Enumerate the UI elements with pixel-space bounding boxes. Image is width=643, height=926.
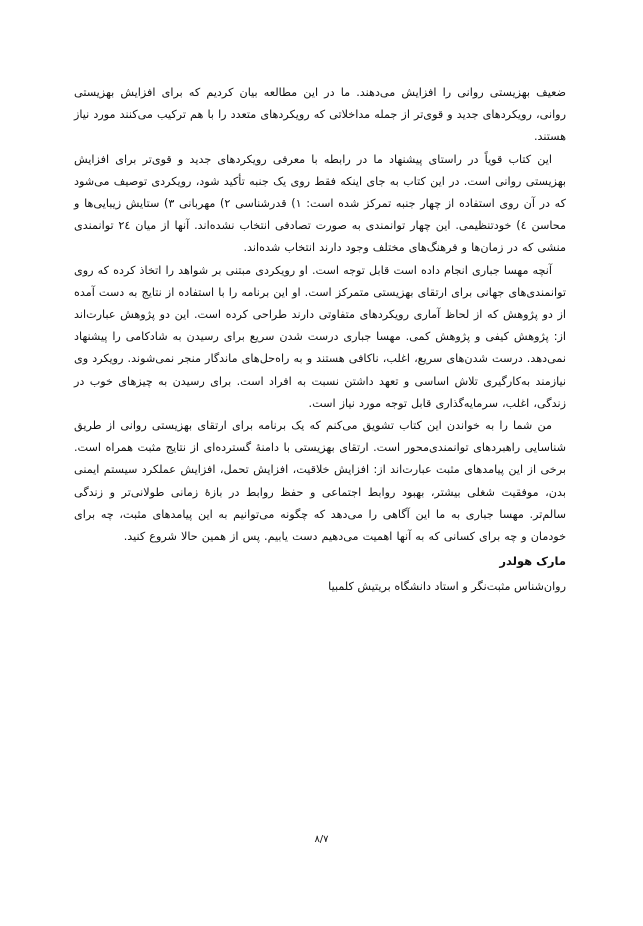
page-number: ۸/۷	[314, 834, 329, 845]
paragraph-4: من شما را به خواندن این کتاب تشویق می‌کنم که یک برنامه برای ارتقای بهزیستی روانی از طریق شناسایی راهبردهای توانمندی‌محور است. ارتقای بهزیستی با دامنهٔ گسترده‌ای از نتایج مثبت همراه است. برخی از این پیامدهای مثبت عبارت‌اند از: افزایش خلاقیت، افزایش تحمل، افزایش عملکرد سیستم ایمنی بدن، موفقیت شغلی بیشتر، بهبود روابط اجتماعی و حفظ روابط در بازهٔ زمانی طولانی‌تر و زندگی سالم‌تر. مهسا جباری به ما این آگاهی را می‌دهد که چگونه می‌توانیم به این پیامدهای مثبت، چه برای خودمان و چه برای کسانی که به آنها اهمیت می‌دهیم دست یابیم. پس از همین حالا شروع کنید.	[74, 419, 566, 544]
paragraph-2: این کتاب قویاً در راستای پیشنهاد ما در رابطه با معرفی رویکردهای جدید و قوی‌تر برای افزایش بهزیستی روانی است. در این کتاب به جای اینکه فقط روی یک جنبه تأکید شود، رویکردی توصیف می‌شود که در آن روی استفاده از چهار جنبه تمرکز شده است: ۱) قدرشناسی ۲) مهربانی ۳) ستایش زیبایی‌ها و محاسن ٤) خودتنظیمی. این چهار توانمندی به صورت تصادفی انتخاب نشده‌اند. آنها از میان ٢٤ توانمندی منشی که در زمان‌ها و فرهنگ‌های مختلف وجود دارند انتخاب شده‌اند.	[74, 152, 566, 255]
author-name: مارک هولدر	[499, 554, 566, 569]
paragraph-1: ضعیف بهزیستی روانی را افزایش می‌دهند. ما در این مطالعه بیان کردیم که برای افزایش بهزیستی روانی، رویکردهای جدید و قوی‌تر از جمله مداخلاتی که رویکردهای متعدد را با هم ترکیب می‌کنند مورد نیاز هستند.	[74, 86, 566, 144]
paragraph-3: آنچه مهسا جباری انجام داده است قابل توجه است. او رویکردی مبتنی بر شواهد را اتخاذ کرده که روی توانمندی‌های جهانی برای ارتقای بهزیستی متمرکز است. او این برنامه را با استفاده از نتایج به دست آمده از دو پژوهش که از لحاظ آماری رویکردهای متفاوتی دارند طراحی کرده است. این دو پژوهش عبارت‌اند از: پژوهش کیفی و پژوهش کمی. مهسا جباری درست شدن سریع برای رسیدن به شادکامی را پیشنهاد نمی‌دهد. درست شدن‌های سریع، اغلب، ناکافی هستند و به راه‌حل‌های ماندگار منجر نمی‌شوند. رویکرد وی نیازمند به‌کارگیری تلاش اساسی و تعهد داشتن نسبت به افراد است. برای رسیدن به چیزهای خوب در زندگی، اغلب، سرمایه‌گذاری قابل توجه مورد نیاز است.	[74, 263, 566, 410]
author-title: روان‌شناس مثبت‌نگر و استاد دانشگاه بریتیش کلمبیا	[328, 580, 566, 594]
document-body	[74, 82, 566, 598]
